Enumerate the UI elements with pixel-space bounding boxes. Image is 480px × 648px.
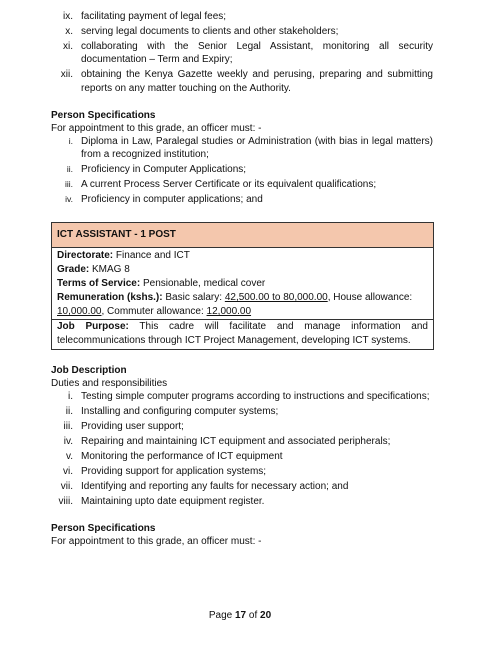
top-duties-list [51, 10, 433, 95]
list-item: viii. Maintaining upto date equipment register. [58, 496, 265, 508]
page-content [51, 10, 433, 548]
list-item: vii. Identifying and reporting any faults for necessary action; and [60, 481, 349, 493]
list-item: ii. Installing and configuring computer systems; [65, 406, 279, 418]
list-item: iii. A current Process Server Certificate or its equivalent qualifications; [64, 179, 377, 191]
post-details-box [51, 222, 434, 350]
post-title: ICT ASSISTANT - 1 POST [52, 223, 433, 248]
list-item: xi. collaborating with the Senior Legal Assistant, monitoring all security documentation – Term and Expiry; [63, 41, 433, 66]
job-description-heading: Job Description [51, 365, 127, 377]
list-item: ii. Proficiency in Computer Applications; [66, 164, 247, 176]
list-item: i. Diploma in Law, Paralegal studies or Administration (with bias in legal matters) from a recognized institution; [68, 135, 433, 161]
list-item: i. Testing simple computer programs according to instructions and specifications; [68, 391, 430, 403]
page-number: Page 17 of 20 [208, 610, 272, 621]
list-item: vi. Providing support for application systems; [63, 466, 267, 478]
job-purpose-row: Job Purpose: This cadre will facilitate and manage information and telecommunications through ICT Project Management, developing ICT systems. [52, 319, 433, 348]
person-spec-list [51, 135, 433, 207]
post-details-body [52, 248, 433, 349]
list-item: iii. Providing user support; [63, 421, 184, 433]
list-item: v. Monitoring the performance of ICT equipment [65, 451, 283, 463]
job-description-intro: Duties and responsibilities [51, 378, 168, 390]
list-item: xii. obtaining the Kenya Gazette weekly and perusing, preparing and submitting reports on any matter touching on the Authority. [60, 69, 433, 94]
terms-row: Terms of Service: Pensionable, medical cover [57, 278, 266, 290]
list-item: x. serving legal documents to clients and other stakeholders; [65, 26, 339, 37]
directorate-row: Directorate: Finance and ICT [57, 250, 190, 262]
person-spec-intro-2: For appointment to this grade, an officer must: - [51, 536, 262, 548]
job-duties-list [51, 390, 433, 508]
person-spec-heading: Person Specifications [51, 109, 156, 121]
list-item: iv. Repairing and maintaining ICT equipment and associated peripherals; [63, 436, 391, 448]
list-item: iv. Proficiency in computer applications; and [65, 194, 263, 206]
person-spec-intro: For appointment to this grade, an officer must: - [51, 122, 262, 134]
person-spec-heading-2: Person Specifications [51, 523, 156, 535]
remuneration-row: Remuneration (kshs.): Basic salary: 42,500.00 to 80,000.00, House allowance: 10,000.00, Commuter allowance: 12,000.00 [57, 292, 413, 318]
grade-row: Grade: KMAG 8 [57, 264, 130, 276]
list-item: ix. facilitating payment of legal fees; [63, 11, 227, 22]
